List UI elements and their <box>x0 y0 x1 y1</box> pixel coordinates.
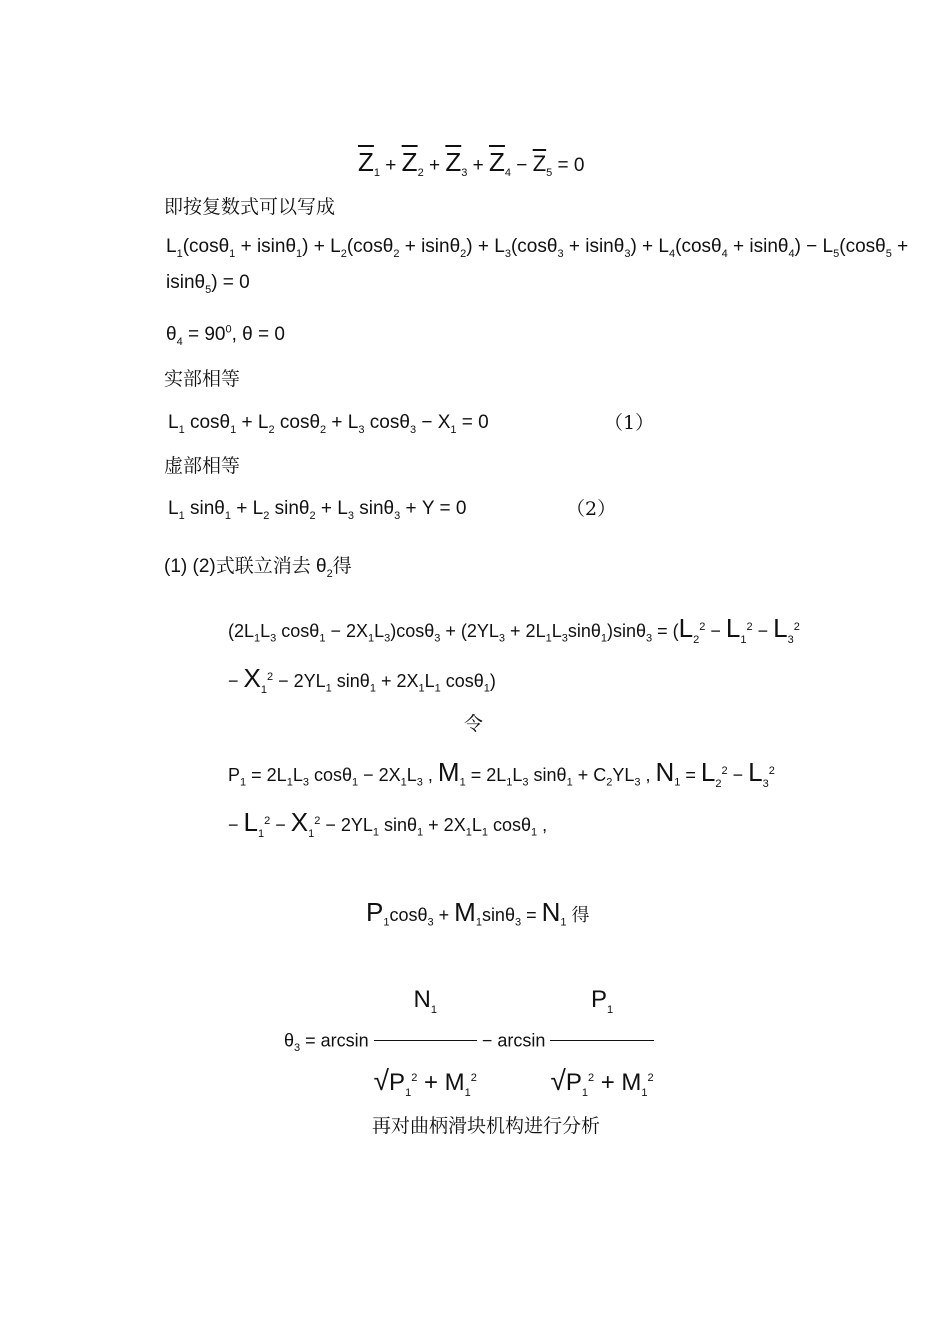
eq-combined-2: − $X_1^2 - 2YL_1$ $\sin\theta_1 + 2X_1L_1$ cosθ$_1$) <box>228 663 496 697</box>
eq-combined-1: ($2L_1L_3$ $\cos\theta_1 - 2X_1L_3)\cos\theta_3 + (2YL_3 + 2L_1L_3\sin\theta_1)\sin\theta_3 = (L_2^2 - L_1^2 - L_3^2$ <box>228 613 800 647</box>
eq-vector-sum: $\overline{Z}_1 + \overline{Z}_2 + \overline{Z}_3 + \overline{Z}_4 - \overline{Z}_5 = 0$ <box>358 147 585 179</box>
fraction-n1: $\frac{N_1}{√P_1^2 + M_1^2}$ <box>374 962 477 1121</box>
eq-solution: $\theta_3 = \arcsin$ $\frac{N_1}{√P_1^2 + M_1^2}$ − arcsin $\frac{P_1}{√P_1^2 + M_1^2}$ <box>284 962 654 1038</box>
eq-define-2: − $L_1^2 - X_1^2 - 2YL_1$ $\sin\theta_1 + 2X_1L_1$ cosθ$_1$ , <box>228 807 548 841</box>
eq-simplified: $P_1\cos\theta_3 + M_1\sin\theta_3 = N_1$ 得 <box>366 897 590 929</box>
text-complex-form: 即按复数式可以写成 <box>164 196 336 218</box>
text-eliminate: (1) (2)式联立消去 $\theta_2$得 <box>164 555 352 580</box>
eq-theta4: $\theta_4 = 90^0$, θ = 0 <box>166 323 285 348</box>
text-let: 令 <box>464 713 484 735</box>
text-real-equal: 实部相等 <box>164 368 241 390</box>
fraction-p1: $\frac{P_1}{√P_1^2 + M_1^2}$ <box>550 962 653 1121</box>
eq-complex-1: $L_1(\cos\theta_1 + isin\theta_1) + L_2(\cos\theta_2 + isin\theta_2) + L_3(\cos\theta_3 + isin\theta_3) + L_4(\cos\theta_4 + isin\theta_4) - L_5(\cos\theta_5$ + <box>166 236 909 260</box>
eq-imag: $L_1$ $\sin\theta_1 + L_2$ $\sin\theta_2 + L_3$ sinθ$_3$ + Y = 0 <box>168 498 467 522</box>
label-1: （1） <box>604 412 655 434</box>
eq-complex-2: isinθ$_5$) = 0 <box>166 272 250 296</box>
eq-real: $L_1$ $\cos\theta_1 + L_2$ $\cos\theta_2 + L_3$ $\cos\theta_3 - X_1 = 0$ <box>168 412 489 436</box>
eq-define-1: $P_1 = 2L_1L_3$ $\cos\theta_1 - 2X_1L_3$ , $M_1 = 2L_1L_3$ $\sin\theta_1 + C_2YL_3$ , $N_1 = L_2^2 - L_3^2$ <box>228 757 775 791</box>
label-2: （2） <box>566 498 617 520</box>
text-imag-equal: 虚部相等 <box>164 455 241 477</box>
text-next: 再对曲柄滑块机构进行分析 <box>372 1115 601 1137</box>
